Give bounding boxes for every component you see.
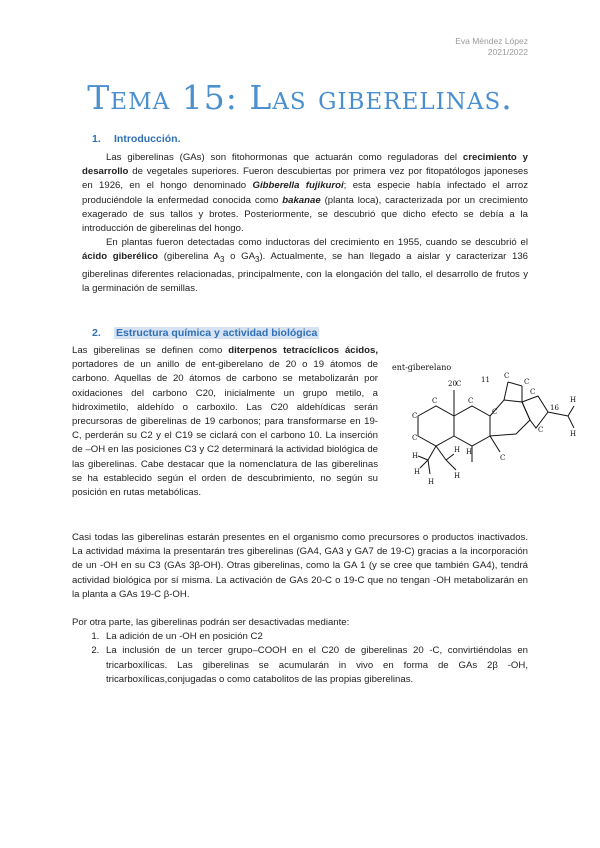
atom-label: C	[492, 408, 498, 416]
atom-label: C	[432, 397, 438, 405]
atom-label: C	[468, 397, 474, 405]
atom-label: H	[454, 472, 461, 480]
figure-label: ent-giberelano	[392, 363, 452, 372]
section-1-heading	[92, 133, 181, 145]
ent-giberelano-structure-figure	[388, 356, 588, 496]
atom-label: C	[500, 454, 506, 462]
section-2-body	[72, 531, 528, 687]
atom-label: C	[524, 378, 530, 386]
section-2-heading	[92, 327, 319, 339]
page-title: Tema 15: Las giberelinas.	[87, 78, 513, 117]
paragraph: Las giberelinas (GAs) son fitohormonas que actuarán como reguladoras del crecimiento y desarrollo de vegetales superiores. Fueron descubiertas por primera vez por fitopatólogos japoneses en 1926, en el hongo denominado Gibberella fujikuroi; esta especie había infectado el arroz produciéndole la enfermedad conocida como bakanae (planta loca), caracterizada por un crecimiento exagerado de sus tallos y brotes. Posteriormente, se descubrió que dicho efecto se debía a la introducción de giberelinas del hongo.	[82, 152, 528, 235]
atom-label: C	[456, 380, 462, 388]
academic-year: 2021/2022	[487, 47, 528, 57]
list-item: 2. La inclusión de un tercer grupo–COOH en el C20 de giberelinas 20 -C, convirtiéndolas en tricarboxílicas. Las giberelinas se acumularán in vivo en forma de GAs 2β -OH, tricarboxílicas,conjugadas o como catabolitos de las propias giberelinas.	[102, 644, 528, 687]
section-1-body	[82, 151, 528, 296]
atom-label: 20	[448, 380, 457, 388]
paragraph: Casi todas las giberelinas estarán presentes en el organismo como precursores o productos inactivados. La actividad máxima la presentarán tres giberelinas (GA4, GA3 y GA7 de 19-C) gracias a la incorporación de un -OH en su C3 (GAs 3β-OH). Otras giberelinas, como la GA 1 (y se cree que también GA4), tendrá actividad biológica por sí misma. La activación de GAs 20-C o 19-C que no tengan -OH metabolizarán en la planta a GAs 19-C β-OH.	[72, 532, 528, 600]
author-name: Eva Méndez López	[455, 36, 528, 46]
atom-label: H	[428, 478, 435, 486]
section-title: Introducción.	[114, 133, 181, 145]
atom-label: H	[570, 430, 577, 438]
page-header	[455, 36, 528, 58]
section-2-intro	[72, 344, 378, 500]
atom-label: C	[504, 372, 510, 380]
atom-label: H	[466, 448, 473, 456]
section-title: Estructura química y actividad biológica	[116, 327, 318, 339]
section-number: 1.	[92, 133, 101, 145]
atom-label: H	[570, 396, 577, 404]
atom-label: C	[412, 412, 418, 420]
paragraph: Por otra parte, las giberelinas podrán ser desactivadas mediante:	[72, 617, 350, 629]
atom-label: H	[414, 468, 421, 476]
atom-label: C	[538, 426, 544, 434]
atom-label: 16	[550, 404, 559, 412]
paragraph: Las giberelinas se definen como diterpenos tetracíclicos ácidos, portadores de un anillo de ent-giberelano de 20 o 19 átomos de carbono. Aquellas de 20 átomos de carbono se metabolizarán por oxidaciones del carbono C20, inicialmente un grupo metilo, a hidroximetilo, aldehído o carboxilo. Las C20 aldehídicas serán precursoras de giberelinas de 19 carbonos; para transformarse en 19-C, perderán su C2 y el C19 se ciclará con el carbono 10. La inserción de –OH en las posiciones C3 y C2 determinará la actividad biológica de las giberelinas. Cabe destacar que la nomenclatura de las giberelinas se ha establecido según el orden de descubrimiento, no según su posición en rutas metabólicas.	[72, 345, 378, 499]
atom-label: 11	[481, 376, 490, 384]
atom-label: H	[454, 446, 461, 454]
list-item: 1. La adición de un -OH en posición C2	[102, 630, 528, 644]
atom-label: C	[412, 434, 418, 442]
section-number: 2.	[92, 327, 101, 339]
atom-label: C	[530, 388, 536, 396]
deactivation-list	[72, 630, 528, 687]
atom-label: H	[412, 452, 419, 460]
paragraph: En plantas fueron detectadas como inductoras del crecimiento en 1955, cuando se descubrió el ácido giberélico (giberelina $A_3$ o $GA_3$). Actualmente, se han llegado a aislar y caracterizar 136 giberelinas diferentes relacionadas, principalmente, con la elongación del tallo, el desarrollo de frutos y la germinación de semillas.	[82, 237, 529, 294]
